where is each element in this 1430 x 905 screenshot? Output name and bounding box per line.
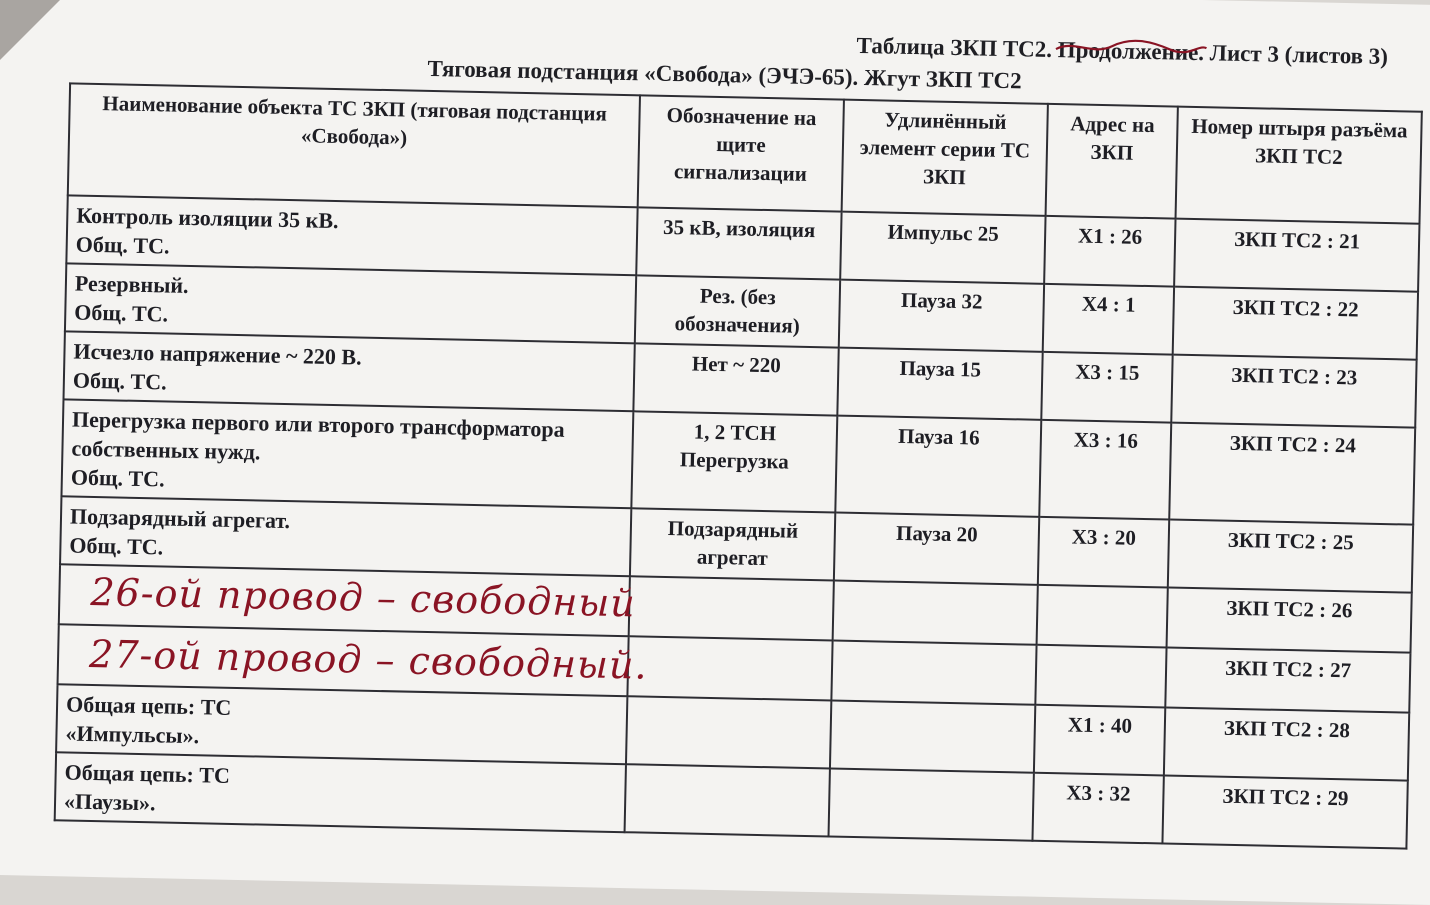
object-name-cell <box>55 752 626 832</box>
object-type: Общ. ТС. <box>74 299 169 327</box>
element-cell <box>829 768 1034 840</box>
designation-cell: Рез. (без обозначения) <box>635 275 840 347</box>
designation-cell: 35 кВ, изоляция <box>636 207 841 279</box>
object-name: Резервный. <box>74 270 189 298</box>
element-cell: Импульс 25 <box>840 212 1045 284</box>
pin-cell: ЗКП ТС2 : 27 <box>1165 648 1410 713</box>
caption-suffix: Лист 3 (листов 3) <box>1209 40 1389 70</box>
caption-prefix: Таблица ЗКП ТС2. <box>856 32 1053 62</box>
object-type: Общ. ТС. <box>72 367 167 395</box>
element-cell: Пауза 32 <box>839 280 1044 352</box>
element-cell <box>833 581 1038 645</box>
object-name-cell <box>60 496 631 576</box>
object-name-cell <box>65 263 636 343</box>
element-cell: Пауза 16 <box>835 416 1041 517</box>
address-cell: Х3 : 16 <box>1039 420 1171 520</box>
caption-struck-text: Продолжение. <box>1057 37 1205 66</box>
object-name: Общая цепь: ТС <box>65 691 232 720</box>
object-name-cell <box>66 195 637 275</box>
address-cell <box>1035 645 1166 708</box>
object-type: Общ. ТС. <box>75 231 170 259</box>
designation-cell: Нет ~ 220 <box>633 343 838 415</box>
object-type: Общ. ТС. <box>69 532 164 560</box>
address-cell: Х4 : 1 <box>1043 284 1174 355</box>
caption-struck-word <box>1058 37 1205 65</box>
object-type: «Паузы». <box>63 788 156 816</box>
pin-cell: ЗКП ТС2 : 26 <box>1167 588 1412 653</box>
pin-cell: ЗКП ТС2 : 24 <box>1169 423 1415 525</box>
element-cell <box>831 641 1036 705</box>
address-cell: Х3 : 20 <box>1038 517 1169 588</box>
object-name: Контроль изоляции 35 кВ. <box>76 202 339 234</box>
address-cell: Х1 : 26 <box>1044 216 1175 287</box>
header-pin: Номер штыря разъёма ЗКП ТС2 <box>1176 107 1422 224</box>
designation-cell: 1, 2 ТСН Перегрузка <box>631 411 837 512</box>
table-caption <box>856 33 1388 70</box>
designation-cell: Подзарядный агрегат <box>630 508 835 580</box>
designation-cell <box>629 576 834 640</box>
handwritten-note: 27-ой провод – свободный. <box>88 631 649 688</box>
designation-cell <box>627 636 832 700</box>
pin-cell: ЗКП ТС2 : 22 <box>1173 287 1418 360</box>
header-address: Адрес на ЗКП <box>1046 104 1178 219</box>
header-element: Удлинённый элемент серии ТС ЗКП <box>842 100 1048 216</box>
object-name-cell <box>61 399 633 508</box>
element-cell <box>830 700 1035 772</box>
element-cell: Пауза 20 <box>834 513 1039 585</box>
pin-cell: ЗКП ТС2 : 21 <box>1174 219 1419 292</box>
object-name: Подзарядный агрегат. <box>69 503 291 534</box>
address-cell: Х1 : 40 <box>1034 705 1165 776</box>
address-cell: Х3 : 32 <box>1032 773 1163 844</box>
pin-cell: ЗКП ТС2 : 29 <box>1162 775 1407 848</box>
header-designation: Обозначение на щите сигнализации <box>638 95 844 211</box>
pin-cell: ЗКП ТС2 : 25 <box>1168 520 1413 593</box>
address-cell <box>1037 585 1168 648</box>
wiring-table <box>54 82 1423 849</box>
designation-cell <box>626 696 831 768</box>
pin-cell: ЗКП ТС2 : 23 <box>1171 355 1416 428</box>
handwritten-note-cell <box>58 624 649 696</box>
address-cell: Х3 : 15 <box>1041 352 1172 423</box>
pin-cell: ЗКП ТС2 : 28 <box>1164 707 1409 780</box>
header-object-name: Наименование объекта ТС ЗКП (тяговая подстанция «Свобода») <box>68 83 640 207</box>
object-name: Перегрузка первого или второго трансформатора собственных нужд. <box>71 406 565 465</box>
designation-cell <box>625 764 830 836</box>
object-name: Исчезло напряжение ~ 220 В. <box>73 338 362 370</box>
element-cell: Пауза 15 <box>837 348 1042 420</box>
object-type: «Импульсы». <box>65 720 200 749</box>
object-name-cell <box>56 684 627 764</box>
handwritten-note: 26-ой провод – свободный <box>90 569 637 626</box>
object-name-cell <box>63 331 634 411</box>
object-type: Общ. ТС. <box>70 464 165 492</box>
document-subtitle: Тяговая подстанция «Свобода» (ЭЧЭ-65). Жгут ЗКП ТС2 <box>427 55 1022 94</box>
object-name: Общая цепь: ТС <box>64 759 231 788</box>
